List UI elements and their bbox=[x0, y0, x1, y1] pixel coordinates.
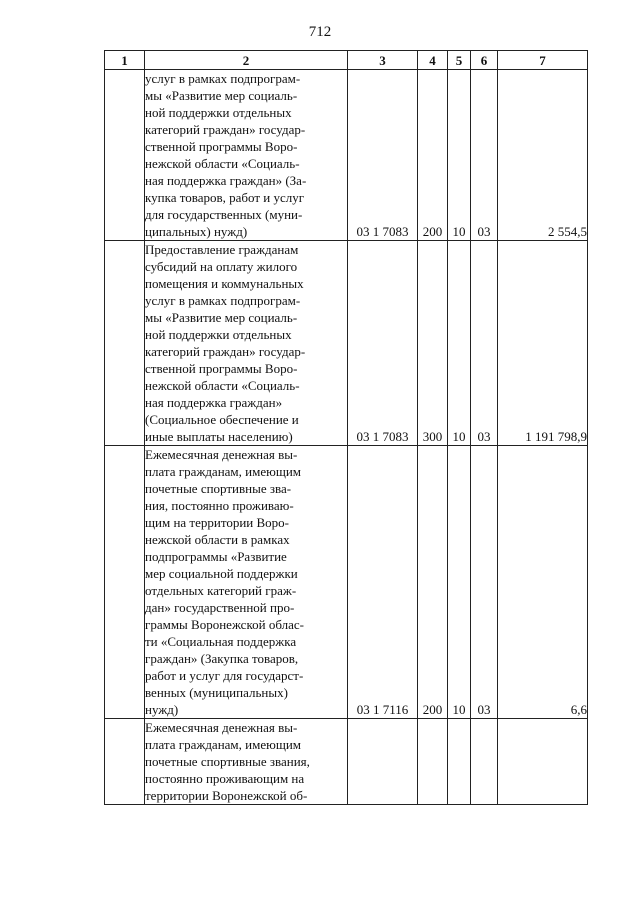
section-cell: 10 bbox=[448, 241, 471, 446]
description-line: ной поддержки отдельных bbox=[145, 105, 292, 120]
subsection-cell bbox=[471, 719, 498, 805]
description-line: мы «Развитие мер социаль- bbox=[145, 310, 298, 325]
description-line: нежской области «Социаль- bbox=[145, 378, 300, 393]
amount-cell bbox=[498, 719, 588, 805]
amount-cell: 6,6 bbox=[498, 446, 588, 719]
section-cell: 10 bbox=[448, 446, 471, 719]
description-line: работ и услуг для государст- bbox=[145, 668, 304, 683]
expense-type-cell: 200 bbox=[418, 446, 448, 719]
description-line: почетные спортивные звания, bbox=[145, 754, 310, 769]
target-code-cell: 03 1 7116 bbox=[348, 446, 418, 719]
table-body bbox=[105, 70, 588, 805]
header-col-3: 3 bbox=[348, 51, 418, 70]
page-number: 712 bbox=[308, 24, 332, 40]
header-col-2: 2 bbox=[145, 51, 348, 70]
description-cell bbox=[145, 241, 348, 446]
description-line: нежской области «Социаль- bbox=[145, 156, 300, 171]
description-line: венных (муниципальных) bbox=[145, 685, 288, 700]
description-line: ственной программы Воро- bbox=[145, 361, 298, 376]
row-number-cell bbox=[105, 241, 145, 446]
subsection-cell: 03 bbox=[471, 70, 498, 241]
description-line: Предоставление гражданам bbox=[145, 242, 299, 257]
description-line: территории Воронежской об- bbox=[145, 788, 308, 803]
description-line: ная поддержка граждан» (За- bbox=[145, 173, 307, 188]
header-col-4: 4 bbox=[418, 51, 448, 70]
row-number-cell bbox=[105, 446, 145, 719]
description-line: категорий граждан» государ- bbox=[145, 344, 306, 359]
description-line: ципальных) нужд) bbox=[145, 224, 248, 239]
table-row bbox=[105, 719, 588, 805]
description-line: нежской области в рамках bbox=[145, 532, 290, 547]
description-line: Ежемесячная денежная вы- bbox=[145, 720, 298, 735]
description-line: услуг в рамках подпрограм- bbox=[145, 71, 301, 86]
description-line: помещения и коммунальных bbox=[145, 276, 304, 291]
amount-cell: 1 191 798,9 bbox=[498, 241, 588, 446]
row-number-cell bbox=[105, 70, 145, 241]
description-line: купка товаров, работ и услуг bbox=[145, 190, 305, 205]
description-line: мы «Развитие мер социаль- bbox=[145, 88, 298, 103]
description-line: Ежемесячная денежная вы- bbox=[145, 447, 298, 462]
description-cell bbox=[145, 446, 348, 719]
table-row bbox=[105, 446, 588, 719]
description-line: плата гражданам, имеющим bbox=[145, 464, 302, 479]
description-line: щим на территории Воро- bbox=[145, 515, 290, 530]
description-line: постоянно проживающим на bbox=[145, 771, 305, 786]
description-line: услуг в рамках подпрограм- bbox=[145, 293, 301, 308]
description-line: отдельных категорий граж- bbox=[145, 583, 297, 598]
description-line: почетные спортивные зва- bbox=[145, 481, 292, 496]
header-col-5: 5 bbox=[448, 51, 471, 70]
description-cell bbox=[145, 70, 348, 241]
table-header-row bbox=[105, 51, 588, 70]
header-col-6: 6 bbox=[471, 51, 498, 70]
subsection-cell: 03 bbox=[471, 446, 498, 719]
description-line: плата гражданам, имеющим bbox=[145, 737, 302, 752]
description-line: нужд) bbox=[145, 702, 179, 717]
description-line: ти «Социальная поддержка bbox=[145, 634, 297, 649]
subsection-cell: 03 bbox=[471, 241, 498, 446]
description-line: субсидий на оплату жилого bbox=[145, 259, 298, 274]
description-line: мер социальной поддержки bbox=[145, 566, 298, 581]
amount-cell: 2 554,5 bbox=[498, 70, 588, 241]
description-line: ной поддержки отдельных bbox=[145, 327, 292, 342]
description-line: (Социальное обеспечение и bbox=[145, 412, 299, 427]
description-line: для государственных (муни- bbox=[145, 207, 303, 222]
description-cell bbox=[145, 719, 348, 805]
description-line: граждан» (Закупка товаров, bbox=[145, 651, 299, 666]
section-cell bbox=[448, 719, 471, 805]
target-code-cell: 03 1 7083 bbox=[348, 70, 418, 241]
description-line: ния, постоянно проживаю- bbox=[145, 498, 294, 513]
description-line: ственной программы Воро- bbox=[145, 139, 298, 154]
expense-type-cell: 300 bbox=[418, 241, 448, 446]
row-number-cell bbox=[105, 719, 145, 805]
table-row bbox=[105, 70, 588, 241]
header-col-1: 1 bbox=[105, 51, 145, 70]
header-col-7: 7 bbox=[498, 51, 588, 70]
description-line: иные выплаты населению) bbox=[145, 429, 293, 444]
expense-type-cell: 200 bbox=[418, 70, 448, 241]
expense-type-cell bbox=[418, 719, 448, 805]
description-line: подпрограммы «Развитие bbox=[145, 549, 287, 564]
description-line: граммы Воронежской облас- bbox=[145, 617, 304, 632]
budget-table bbox=[104, 50, 588, 805]
description-line: категорий граждан» государ- bbox=[145, 122, 306, 137]
target-code-cell: 03 1 7083 bbox=[348, 241, 418, 446]
description-line: дан» государственной про- bbox=[145, 600, 295, 615]
target-code-cell bbox=[348, 719, 418, 805]
table-row bbox=[105, 241, 588, 446]
description-line: ная поддержка граждан» bbox=[145, 395, 283, 410]
section-cell: 10 bbox=[448, 70, 471, 241]
